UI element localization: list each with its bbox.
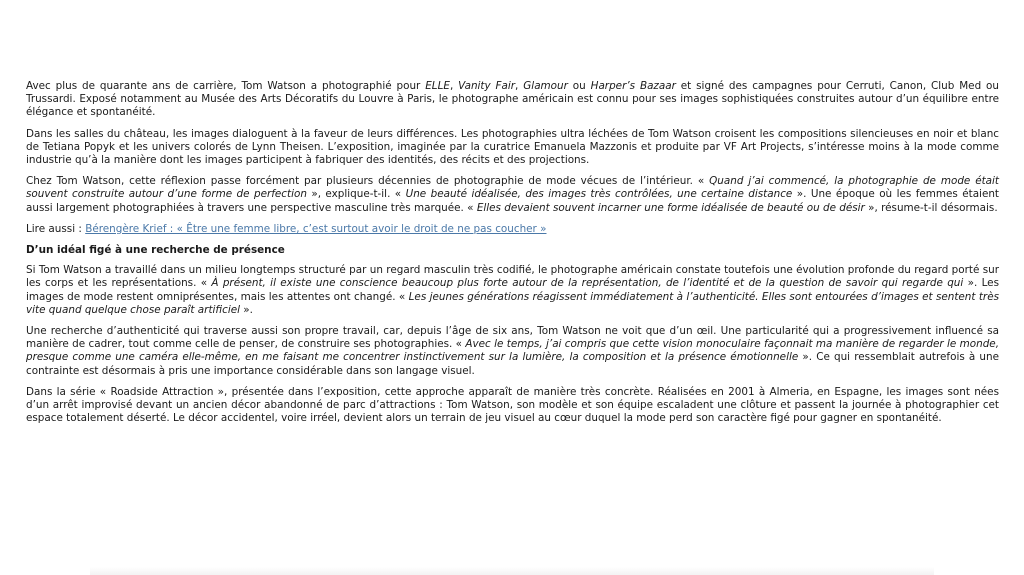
- quote: Quand j’ai commencé, la photographie de mode était souvent construite autour d’une forme de perfection: [26, 175, 999, 201]
- quote: À présent, il existe une conscience beaucoup plus forte autour de la représentation, de l’identité et de la question de savoir qui regarde qui: [211, 277, 964, 290]
- bottom-shadow: [90, 567, 934, 575]
- paragraph-intro: [26, 80, 999, 120]
- quote: Une beauté idéalisée, des images très contrôlées, une certaine distance: [405, 188, 793, 201]
- text: Une recherche d’authenticité qui traverse aussi son propre travail, car, depuis l’âge de six ans, Tom Watson ne voit que d’un œil. Une particularité qui a progressivement influencé sa manière de cadrer, tout comme celle de penser, de construire ses photographies. «: [26, 325, 999, 351]
- read-also-label: Lire aussi :: [26, 222, 86, 235]
- text: ». Les images de mode restent omniprésentes, mais les attentes ont changé. «: [26, 277, 999, 303]
- text: ,: [515, 80, 524, 92]
- quote: Elles devaient souvent incarner une forme idéalisée de beauté ou de désir: [476, 201, 865, 214]
- magazine-name: Vanity Fair: [458, 80, 516, 92]
- paragraph-exhibition: Dans les salles du château, les images dialoguent à la faveur de leurs différences. Les photographies ultra léchées de Tom Watson croisent les compositions silencieuses en noir et blanc de Tetiana Popyk et les univers colorés de Lynn Theisen. L’exposition, imaginée par la curatrice Emanuela Mazzonis et produite par VF Art Projects, s’intéresse moins à la mode comme industrie qu’à la manière dont les images participent à fabriquer des identités, des récits et des projections.: [26, 127, 999, 167]
- article-body: [26, 80, 999, 433]
- text: ». Ce qui ressemblait autrefois à une contrainte est désormais à pris une importance considérable dans son langage visuel.: [26, 351, 999, 377]
- text: ».: [240, 303, 253, 316]
- magazine-name: ELLE: [425, 80, 450, 92]
- section-subheading: D’un idéal figé à une recherche de présence: [26, 244, 285, 257]
- text: Avec plus de quarante ans de carrière, Tom Watson a photographié pour: [26, 80, 426, 92]
- paragraph-authenticity: [26, 325, 999, 378]
- paragraph-roadside-attraction: Dans la série « Roadside Attraction », présentée dans l’exposition, cette approche apparaît de manière très concrète. Réalisées en 2001 à Almeria, en Espagne, les images sont nées d’un arrêt improvisé devant un ancien décor abandonné de parc d’attractions : Tom Watson, son modèle et son équipe escaladent une clôture et passent la journée à photographier cet espace totalement déserté. Le décor accidentel, voire irréel, devient alors un terrain de jeu visuel au cœur duquel la mode perd son caractère figé pour gagner en spontanéité.: [26, 385, 999, 425]
- text: Chez Tom Watson, cette réflexion passe forcément par plusieurs décennies de photographie de mode vécues de l’intérieur. «: [26, 175, 710, 188]
- text: et signé des campagnes pour Cerruti, Canon, Club Med ou Trussardi. Exposé notamment au Musée des Arts Décoratifs du Louvre à Paris, le photographe américain est connu pour ses images sophistiquées construites autour d’un équilibre entre élégance et spontanéité.: [26, 80, 1000, 119]
- magazine-name: Harper’s Bazaar: [590, 80, 676, 92]
- paragraph-evolution: [26, 264, 999, 317]
- text: ou: [567, 80, 591, 92]
- read-also-link[interactable]: Bérengère Krief : « Être une femme libre, c’est surtout avoir le droit de ne pas coucher »: [85, 222, 547, 235]
- magazine-name: Glamour: [523, 80, 568, 92]
- quote: Les jeunes générations réagissent immédiatement à l’authenticité. Elles sont entourées d’images et sentent très vite quand quelque chose paraît artificiel: [26, 290, 999, 316]
- quote: Avec le temps, j’ai compris que cette vision monoculaire façonnait ma manière de regarder le monde, presque comme une caméra elle-même, en me faisant me concentrer instinctivement sur la lumière, la composition et la présence émotionnelle: [26, 338, 999, 364]
- text: ,: [449, 80, 459, 92]
- text: ». Une époque où les femmes étaient aussi largement photographiées à travers une perspective masculine très marquée. «: [26, 188, 999, 214]
- text: », explique-t-il. «: [306, 188, 406, 201]
- paragraph-reflection: [26, 175, 999, 215]
- read-also: [26, 223, 999, 236]
- text: Si Tom Watson a travaillé dans un milieu longtemps structuré par un regard masculin très codifié, le photographe américain constate toutefois une évolution profonde du regard porté sur les corps et les représentations. «: [26, 264, 999, 290]
- text: », résume-t-il désormais.: [864, 201, 998, 214]
